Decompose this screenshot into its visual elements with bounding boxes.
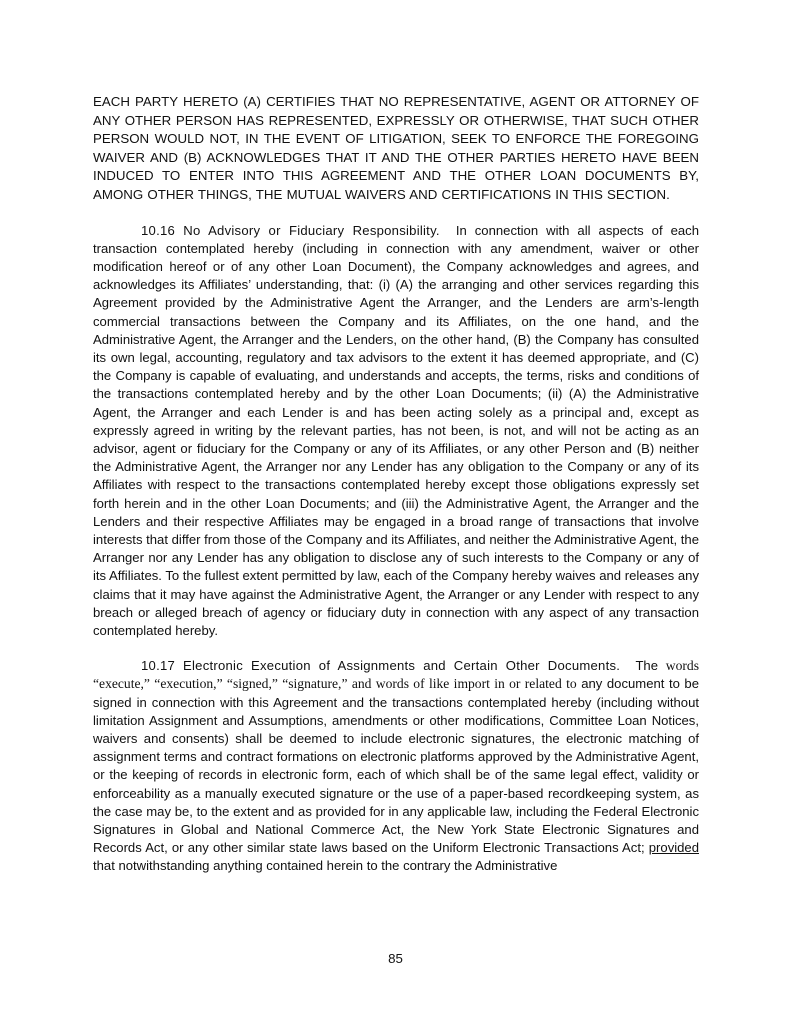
section-10-16-heading: 10.16 No Advisory or Fiduciary Responsibility. [141,222,440,238]
section-10-17-heading: 10.17 Electronic Execution of Assignments and Certain Other Documents. [141,658,621,674]
section-10-17-tail: that notwithstanding anything contained herein to the contrary the Administrative [93,858,558,874]
section-10-17-heading-tail: The [635,658,658,674]
section-10-16 [93,222,699,641]
section-10-17-body: any document to be signed in connection with this Agreement and the transactions contemplated hereby (including without limitation Assignment and Assumptions, amendments or other modifications, Committee Loan Notices, waivers and consents) shall be deemed to include electronic signatures, the electronic matching of assignment terms and contract formations on electronic platforms approved by the Administrative Agent, or the keeping of records in electronic form, each of which shall be of the same legal effect, validity or enforceability as a manually executed signature or the use of a paper-based recordkeeping system, as the case may be, to the extent and as provided for in any applicable law, including the Federal Electronic Signatures in Global and National Commerce Act, the New York State Electronic Signatures and Records Act, or any other similar state laws based on the Uniform Electronic Transactions Act; [93,676,699,856]
document-page [93,93,699,876]
section-10-17-defined-words: words “execute,” “execution,” “signed,” “signature,” and words of like import in or related to [93,658,699,692]
section-10-16-body: In connection with all aspects of each transaction contemplated hereby (including in connection with any amendment, waiver or other modification hereof or of any other Loan Document), the Company acknowledges and agrees, and acknowledges its Affiliates’ understanding, that: (i) (A) the arranging and other services regarding this Agreement provided by the Administrative Agent the Arranger, and the Lenders are arm’s-length commercial transactions between the Company and its Affiliates, on the one hand, and the Administrative Agent, the Arranger and the Lenders, on the other hand, (B) the Company has consulted its own legal, accounting, regulatory and tax advisors to the extent it has deemed appropriate, and (C) the Company is capable of evaluating, and understands and accepts, the terms, risks and conditions of the transactions contemplated hereby and by the other Loan Documents; (ii) (A) the Administrative Agent, the Arranger and each Lender is and has been acting solely as a principal and, except as expressly agreed in writing by the relevant parties, has not been, is not, and will not be acting as an advisor, agent or fiduciary for the Company or any of its Affiliates, or any other Person and (B) neither the Administrative Agent, the Arranger nor any Lender has any obligation to the Company or any of its Affiliates with respect to the transactions contemplated hereby except those obligations expressly set forth herein and in the other Loan Documents; and (iii) the Administrative Agent, the Arranger and the Lenders and their respective Affiliates may be engaged in a broad range of transactions that involve interests that differ from those of the Company and its Affiliates, and neither the Administrative Agent, the Arranger nor any Lender has any obligation to disclose any of such interests to the Company or any of its Affiliates. To the fullest extent permitted by law, each of the Company hereby waives and releases any claims that it may have against the Administrative Agent, the Arranger or any Lender with respect to any breach or alleged breach of agency or fiduciary duty in connection with any aspect of any transaction contemplated hereby. [93,222,700,639]
page-number: 85 [388,951,403,966]
section-10-17 [93,657,699,875]
provided-underlined-term: provided [648,840,699,856]
waiver-certification-paragraph: EACH PARTY HERETO (A) CERTIFIES THAT NO REPRESENTATIVE, AGENT OR ATTORNEY OF ANY OTHER PERSON HAS REPRESENTED, EXPRESSLY OR OTHERWISE, THAT SUCH OTHER PERSON WOULD NOT, IN THE EVENT OF LITIGATION, SEEK TO ENFORCE THE FOREGOING WAIVER AND (B) ACKNOWLEDGES THAT IT AND THE OTHER PARTIES HERETO HAVE BEEN INDUCED TO ENTER INTO THIS AGREEMENT AND THE OTHER LOAN DOCUMENTS BY, AMONG OTHER THINGS, THE MUTUAL WAIVERS AND CERTIFICATIONS IN THIS SECTION. [93,94,699,202]
